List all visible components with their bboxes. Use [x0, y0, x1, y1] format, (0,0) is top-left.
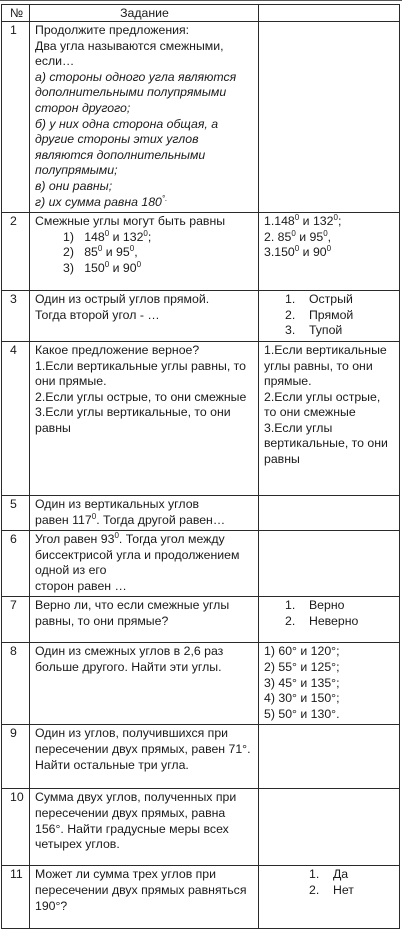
answer-option: 1. Верно	[285, 598, 345, 613]
list-item: 1) $148^0$ и $132^0$;	[63, 228, 152, 244]
task-table	[1, 4, 400, 929]
header-task: Задание	[30, 5, 259, 22]
task-cell	[30, 291, 259, 342]
answer-cell	[259, 866, 400, 929]
task-cell	[30, 725, 259, 789]
table-row	[2, 22, 400, 213]
row-number: 11	[2, 866, 30, 929]
answer-option: 4) 30° и 150°;	[264, 691, 340, 706]
answer-option: 1.Если вертикальные углы равны, то они прямые.	[264, 342, 391, 389]
answer-option: 1. Острый	[285, 292, 353, 307]
header-row	[2, 5, 400, 22]
list-item: 2) $85^0$ и $95^0$,	[63, 244, 138, 260]
task-line: Угол равен $93^0$. Тогда угол между	[35, 531, 225, 547]
task-line: Может ли сумма трех углов при пересечении двух прямых равняться 190°?	[35, 867, 250, 913]
answer-option: 2) 55° и 125°;	[264, 660, 340, 675]
row-number: 5	[2, 495, 30, 530]
header-answer	[259, 5, 400, 22]
task-line: биссектрисой угла и продолжением одной из его	[35, 547, 243, 578]
table-row	[2, 725, 400, 789]
row-number: 2	[2, 213, 30, 291]
task-line: Смежные углы могут быть равны	[35, 214, 226, 229]
header-number: №	[2, 5, 30, 22]
answer-option: 1. Да	[309, 867, 349, 882]
task-line: Верно ли, что если смежные углы равны, то они прямые?	[35, 598, 233, 629]
task-line: в) они равны;	[35, 178, 113, 193]
task-line: равен $117^0$. Тогда другой равен…	[35, 511, 226, 527]
answer-cell	[259, 643, 400, 725]
task-line: Один из смежных углов в 2,6 раз больше другого. Найти эти углы.	[35, 644, 227, 675]
task-line: Один из острый углов прямой.	[35, 292, 210, 307]
answer-option: 3.Если углы вертикальные, то они равны	[264, 420, 392, 467]
answer-cell	[259, 597, 400, 643]
row-number: 1	[2, 22, 30, 213]
table-row	[2, 341, 400, 495]
task-cell	[30, 341, 259, 495]
task-cell	[30, 531, 259, 597]
answer-cell	[259, 725, 400, 789]
answer-option: 3.150$^0$ и $90^0$	[264, 244, 332, 260]
table-row	[2, 597, 400, 643]
task-cell	[30, 597, 259, 643]
task-line: г) их сумма равна 180°.	[35, 193, 168, 209]
task-line: 1.Если вертикальные углы равны, то они прямые.	[35, 358, 250, 389]
task-cell	[30, 643, 259, 725]
answer-option: 2. Нет	[309, 883, 354, 898]
task-cell	[30, 22, 259, 213]
table-row	[2, 866, 400, 929]
task-line: а) стороны одного угла являются дополнительными полупрямыми сторон другого;	[35, 69, 240, 115]
task-line: Один из углов, получившихся при пересечении двух прямых, равен 71°. Найти остальные три угла.	[35, 726, 254, 772]
answer-cell	[259, 341, 400, 495]
answer-option: 1) 60° и 120°;	[264, 644, 340, 659]
answer-option: 2. Прямой	[285, 307, 354, 322]
row-number: 9	[2, 725, 30, 789]
task-line: сторон равен …	[35, 578, 127, 593]
task-cell	[30, 789, 259, 866]
answer-cell	[259, 291, 400, 342]
answer-cell	[259, 22, 400, 213]
task-line: 2.Если углы острые, то они смежные	[35, 389, 247, 404]
task-line: Сумма двух углов, полученных при пересечении двух прямых, равна 156°. Найти градусные меры всех четырех углов.	[35, 790, 240, 852]
task-line: Продолжите предложения:	[35, 23, 190, 37]
answer-option: 2. Неверно	[285, 614, 359, 629]
task-cell	[30, 495, 259, 530]
row-number: 6	[2, 531, 30, 597]
top-border	[0, 0, 402, 1]
row-number: 4	[2, 341, 30, 495]
answer-option: 3) 45° и 135°;	[264, 675, 340, 690]
answer-option: 2. $85^0$ и $95^0$,	[264, 228, 332, 244]
answer-cell	[259, 531, 400, 597]
task-line: Два угла называются смежными, если…	[35, 38, 227, 69]
task-line: б) у них одна сторона общая, а другие стороны этих углов являются дополнительными полупрямыми;	[35, 116, 222, 178]
task-rows	[2, 22, 400, 929]
row-number: 8	[2, 643, 30, 725]
table-row	[2, 643, 400, 725]
answer-cell	[259, 213, 400, 291]
answer-cell	[259, 495, 400, 530]
answer-cell	[259, 789, 400, 866]
task-line: 3.Если углы вертикальные, то они равны	[35, 405, 235, 435]
table-row	[2, 213, 400, 291]
answer-option: 3. Тупой	[285, 323, 343, 338]
list-item: 3) $150^0$ и $90^0$	[63, 259, 142, 275]
table-row	[2, 789, 400, 866]
answer-option: 5) 50° и 130°.	[264, 706, 340, 721]
row-number: 10	[2, 789, 30, 866]
row-number: 3	[2, 291, 30, 342]
task-line: Один из вертикальных углов	[35, 496, 200, 511]
task-line: Тогда второй угол - …	[35, 307, 160, 322]
answer-option: 1.148$^0$ и $132^0$;	[264, 213, 342, 229]
task-line: Какое предложение верное?	[35, 342, 200, 357]
table-row	[2, 291, 400, 342]
table-row	[2, 531, 400, 597]
task-cell	[30, 213, 259, 291]
task-cell	[30, 866, 259, 929]
answer-option: 2.Если углы острые, то они смежные	[264, 389, 384, 420]
row-number: 7	[2, 597, 30, 643]
table-row	[2, 495, 400, 530]
